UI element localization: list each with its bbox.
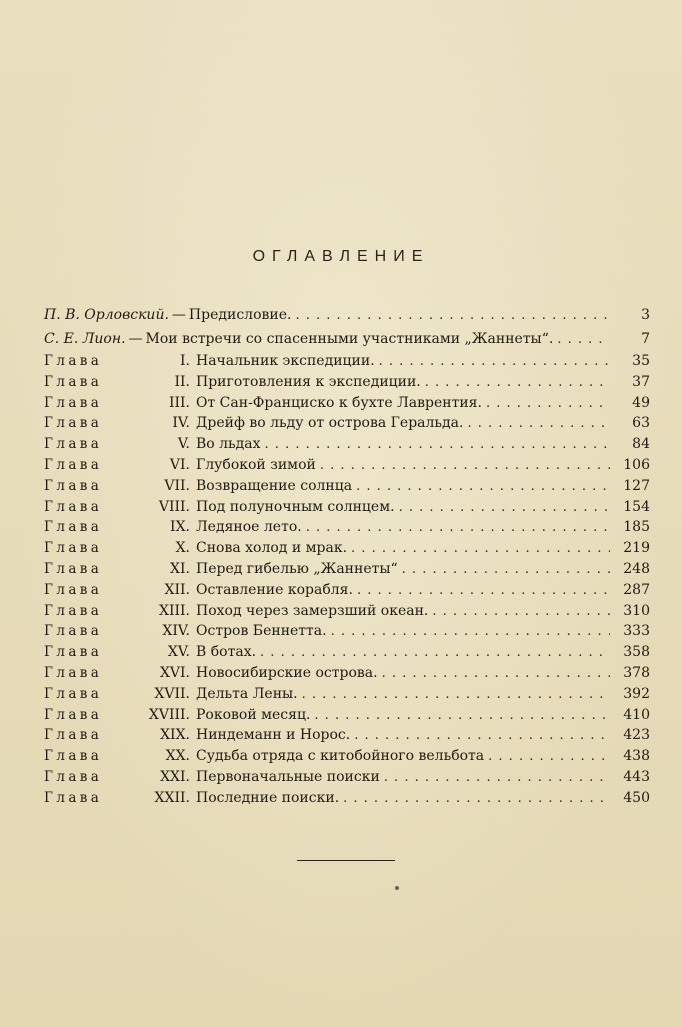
- chapter-word: Глава: [44, 373, 103, 390]
- chapter-page-number: 410: [623, 706, 650, 723]
- chapter-title: Остров Беннетта.: [196, 623, 327, 640]
- chapter-word: Глава: [44, 540, 103, 557]
- chapter-number: XIV.: [162, 623, 190, 640]
- chapter-word: Глава: [44, 789, 103, 806]
- chapter-word: Глава: [44, 394, 103, 411]
- chapter-number: XIX.: [160, 727, 190, 744]
- page-title: ОГЛАВЛЕНИЕ: [252, 248, 430, 265]
- dot-leader: [306, 518, 610, 539]
- chapter-page-number: 358: [623, 644, 650, 661]
- chapter-word: Глава: [44, 560, 103, 577]
- entry-page-number: 7: [641, 331, 650, 347]
- dot-leader: [402, 560, 610, 581]
- chapter-title: Возвращение солнца: [196, 477, 353, 494]
- entry-author: С. Е. Лион.: [44, 331, 126, 347]
- chapter-word: Глава: [44, 436, 103, 453]
- dot-leader: [354, 726, 610, 747]
- chapter-page-number: 378: [623, 664, 650, 681]
- chapter-number: XXI.: [160, 768, 190, 785]
- toc-entry-chapter[interactable]: [44, 684, 650, 705]
- dot-leader: [425, 373, 610, 394]
- chapter-title: Роковой месяц.: [196, 706, 311, 723]
- dot-leader: [331, 622, 610, 643]
- chapter-number: XII.: [164, 581, 190, 598]
- dot-leader: [356, 477, 610, 498]
- entry-title: Мои встречи со спасенными участниками „Жаннеты“.: [145, 331, 554, 347]
- chapter-number: XIII.: [158, 602, 190, 619]
- toc-entry-chapter[interactable]: [44, 413, 650, 434]
- dot-leader: [357, 581, 610, 602]
- chapter-page-number: 63: [632, 415, 650, 432]
- toc-entry-chapter[interactable]: [44, 621, 650, 642]
- chapter-page-number: 84: [632, 436, 650, 453]
- chapter-number: XX.: [165, 748, 190, 765]
- chapter-title: Оставление корабля.: [196, 581, 353, 598]
- chapter-title: Дрейф во льду от острова Геральда.: [196, 415, 464, 432]
- chapter-page-number: 106: [623, 456, 650, 473]
- entry-dash: —: [171, 307, 186, 323]
- chapter-page-number: 219: [623, 540, 650, 557]
- chapter-page-number: 185: [623, 519, 650, 536]
- chapter-page-number: 423: [623, 727, 650, 744]
- dot-leader: [343, 789, 610, 810]
- chapter-title: В ботах.: [196, 644, 257, 661]
- chapter-title: Глубокой зимой: [196, 456, 316, 473]
- toc-entry-lion[interactable]: [44, 327, 650, 351]
- chapter-word: Глава: [44, 477, 103, 494]
- dot-leader: [399, 498, 610, 519]
- chapter-page-number: 49: [632, 394, 650, 411]
- toc-entry-chapter[interactable]: [44, 476, 650, 497]
- chapter-word: Глава: [44, 664, 103, 681]
- chapter-number: XVIII.: [148, 706, 190, 723]
- toc-entry-chapter[interactable]: [44, 393, 650, 414]
- chapter-page-number: 127: [623, 477, 650, 494]
- chapter-title: Новосибирские острова.: [196, 664, 378, 681]
- chapter-title: Поход через замерзший океан.: [196, 602, 429, 619]
- chapter-word: Глава: [44, 727, 103, 744]
- toc-entry-chapter[interactable]: [44, 663, 650, 684]
- chapter-number: XVI.: [159, 664, 190, 681]
- chapter-title: Дельта Лены.: [196, 685, 298, 702]
- toc-entry-chapter[interactable]: [44, 559, 650, 580]
- chapter-page-number: 287: [623, 581, 650, 598]
- chapter-number: II.: [174, 373, 190, 390]
- toc-entry-chapter[interactable]: [44, 788, 650, 809]
- toc-entry-chapter[interactable]: [44, 725, 650, 746]
- chapter-page-number: 37: [632, 373, 650, 390]
- dot-leader: [302, 685, 610, 706]
- chapter-title: Во льдах: [196, 436, 261, 453]
- entry-page-number: 3: [641, 307, 650, 323]
- dot-leader: [467, 414, 610, 435]
- chapter-title: От Сан-Франциско к бухте Лаврентия.: [196, 394, 482, 411]
- chapter-title: Ниндеманн и Норос.: [196, 727, 351, 744]
- chapter-title: Первоначальные поиски: [196, 768, 380, 785]
- chapter-word: Глава: [44, 602, 103, 619]
- dot-leader: [384, 768, 610, 789]
- chapter-number: IV.: [172, 415, 190, 432]
- chapter-number: XVII.: [154, 685, 190, 702]
- chapter-number: V.: [177, 436, 190, 453]
- chapter-title: Под полуночным солнцем.: [196, 498, 395, 515]
- chapter-title: Последние поиски.: [196, 789, 340, 806]
- chapter-page-number: 438: [623, 748, 650, 765]
- chapter-page-number: 443: [623, 768, 650, 785]
- chapter-word: Глава: [44, 353, 103, 369]
- chapter-number: XXII.: [154, 789, 190, 806]
- toc-entry-chapter[interactable]: [44, 705, 650, 726]
- toc-entry-chapter[interactable]: [44, 497, 650, 518]
- chapter-word: Глава: [44, 623, 103, 640]
- chapter-number: VII.: [164, 477, 190, 494]
- dot-leader: [265, 435, 610, 456]
- dot-leader: [486, 394, 610, 415]
- toc-entry-chapter[interactable]: [44, 580, 650, 601]
- chapter-number: I.: [180, 353, 190, 369]
- toc-entry-chapter[interactable]: [44, 642, 650, 663]
- chapter-word: Глава: [44, 644, 103, 661]
- entry-dash: —: [128, 331, 143, 347]
- chapter-title: Ледяное лето.: [196, 519, 302, 536]
- dot-leader: [557, 328, 610, 352]
- chapter-title: Снова холод и мрак.: [196, 540, 348, 557]
- end-rule-divider: [297, 860, 395, 861]
- toc-entry-chapter[interactable]: [44, 517, 650, 538]
- chapter-word: Глава: [44, 519, 103, 536]
- chapter-word: Глава: [44, 706, 103, 723]
- toc-entry-chapter[interactable]: [44, 434, 650, 455]
- chapter-number: XV.: [167, 644, 190, 661]
- dot-leader: [320, 456, 610, 477]
- chapter-page-number: 154: [623, 498, 650, 515]
- chapter-number: IX.: [170, 519, 190, 536]
- toc-entry-preface[interactable]: [44, 303, 650, 327]
- toc-entry-chapter[interactable]: [44, 538, 650, 559]
- chapter-number: X.: [175, 540, 190, 557]
- chapter-word: Глава: [44, 415, 103, 432]
- chapter-word: Глава: [44, 498, 103, 515]
- chapter-title: Приготовления к экспедиции.: [196, 373, 421, 390]
- chapter-word: Глава: [44, 768, 103, 785]
- toc-entry-chapter[interactable]: [44, 601, 650, 622]
- toc-entry-chapter[interactable]: [44, 767, 650, 788]
- entry-title: Предисловие.: [188, 307, 292, 323]
- chapter-word: Глава: [44, 748, 103, 765]
- chapter-title: Начальник экспедиции.: [196, 353, 375, 369]
- chapter-word: Глава: [44, 581, 103, 598]
- dot-leader: [260, 643, 610, 664]
- chapter-word: Глава: [44, 456, 103, 473]
- dot-leader: [314, 706, 610, 727]
- chapter-number: XI.: [170, 560, 190, 577]
- chapter-page-number: 450: [623, 789, 650, 806]
- dot-leader: [379, 352, 610, 373]
- chapter-page-number: 35: [632, 353, 650, 369]
- dot-leader: [432, 602, 610, 623]
- chapter-word: Глава: [44, 685, 103, 702]
- dot-leader: [295, 304, 610, 328]
- chapter-list: [44, 351, 650, 809]
- toc-entry-chapter[interactable]: [44, 455, 650, 476]
- entry-author: П. В. Орловский.: [44, 307, 169, 323]
- toc-entry-chapter[interactable]: [44, 351, 650, 372]
- chapter-title: Перед гибелью „Жаннеты“: [196, 560, 398, 577]
- chapter-page-number: 392: [623, 685, 650, 702]
- chapter-page-number: 333: [623, 623, 650, 640]
- chapter-page-number: 248: [623, 560, 650, 577]
- chapter-number: III.: [168, 394, 190, 411]
- chapter-number: VIII.: [158, 498, 190, 515]
- chapter-title: Судьба отряда с китобойного вельбота: [196, 748, 485, 765]
- toc-entry-chapter[interactable]: [44, 746, 650, 767]
- table-of-contents: [44, 303, 650, 809]
- dot-leader: [382, 664, 610, 685]
- paper-speck: [395, 886, 399, 890]
- dot-leader: [488, 747, 610, 768]
- chapter-number: VI.: [169, 456, 190, 473]
- dot-leader: [351, 539, 610, 560]
- chapter-page-number: 310: [623, 602, 650, 619]
- toc-entry-chapter[interactable]: [44, 372, 650, 393]
